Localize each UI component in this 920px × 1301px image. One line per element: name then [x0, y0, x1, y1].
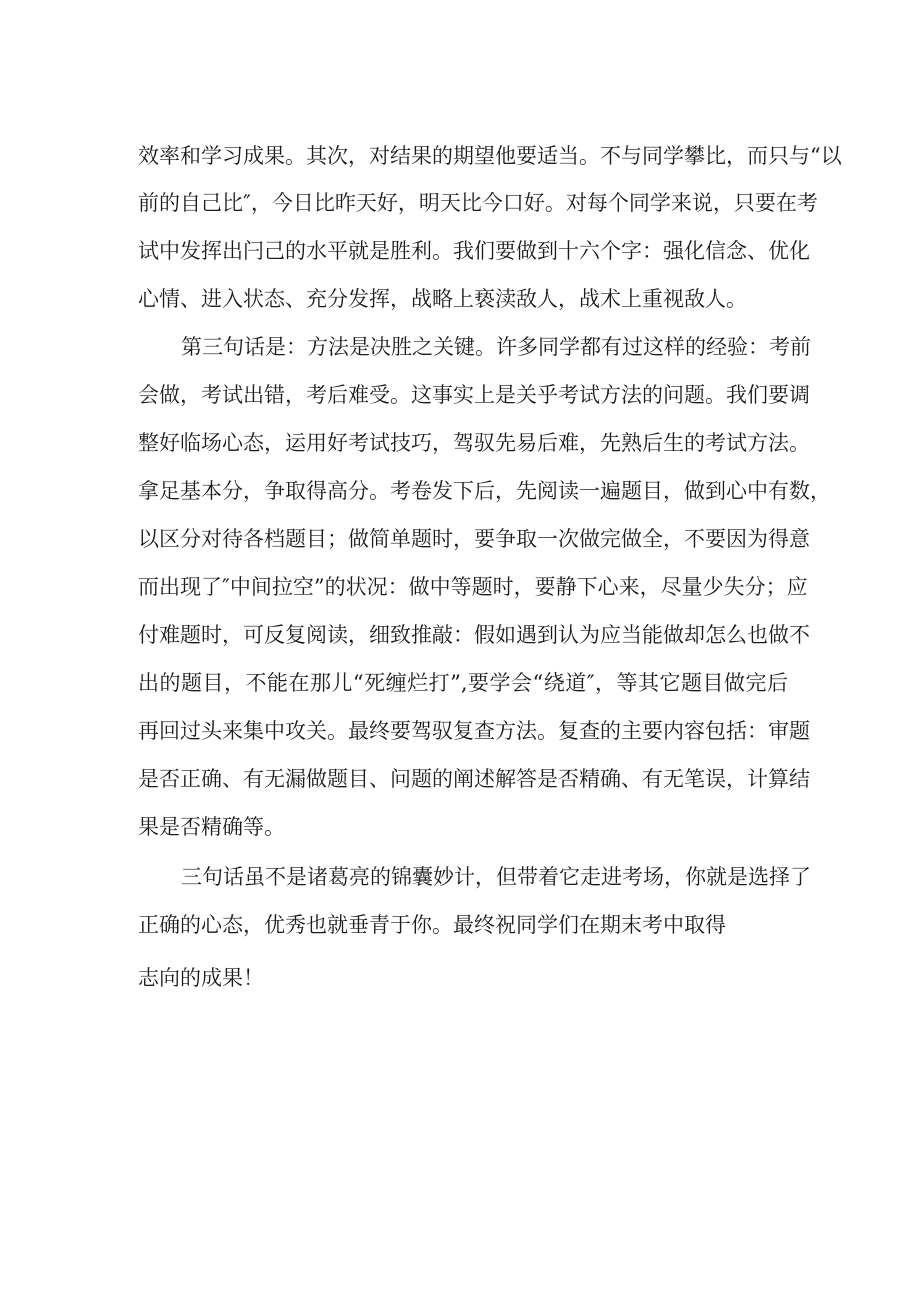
paragraph-1-line-3: 试中发挥出闩己的水平就是胜利。我们要做到十六个字：强化信念、优化	[138, 239, 810, 263]
paragraph-2-line-9: 再回过头来集中攻关。最终要驾驭复查方法。复查的主要内容包括：审题	[138, 719, 810, 743]
paragraph-3-line-1: 三句话虽不是诸葛亮的锦囊妙计，但带着它走进考场，你就是选择了	[181, 865, 811, 889]
paragraph-2-line-6: 而出现了″中间拉空”的状况：做中等题时，要静下心来，尽量少失分；应	[138, 575, 808, 599]
paragraph-2-line-2: 会做，考试出错，考后难受。这事实上是关乎考试方法的问题。我们要调	[138, 383, 810, 407]
paragraph-1-line-1: 效率和学习成果。其次，对结果的期望他要适当。不与同学攀比，而只与“以	[138, 144, 842, 168]
paragraph-2-line-10: 是否正确、有无漏做题目、问题的阐述解答是否精确、有无笔误，计算结	[138, 767, 810, 791]
paragraph-2-line-4: 拿足基本分，争取得高分。考卷发下后，先阅读一遍题目，做到心中有数，	[138, 479, 831, 503]
paragraph-3-line-3: 志向的成果！	[138, 966, 264, 990]
paragraph-2-line-3: 整好临场心态，运用好考试技巧，驾驭先易后难，先熟后生的考试方法。	[138, 431, 810, 455]
paragraph-1-line-2: 前的自己比″，今日比昨天好，明天比今口好。对每个同学来说，只要在考	[138, 191, 818, 215]
paragraph-2-line-1: 第三句话是：方法是决胜之关键。许多同学都有过这样的经验：考前	[181, 335, 811, 359]
paragraph-2-line-8: 出的题目，不能在那儿“死缠烂打”,要学会“绕道″，等其它题目做完后	[138, 671, 788, 695]
paragraph-2-line-11: 果是否精确等。	[138, 815, 285, 839]
paragraph-3-line-2: 正确的心态，优秀也就垂青于你。最终祝同学们在期末考中取得	[138, 913, 726, 937]
paragraph-1-line-4: 心情、进入状态、充分发挥，战略上亵渎敌人，战术上重视敌人。	[138, 287, 747, 311]
paragraph-2-line-7: 付难题时，可反复阅读，细致推敲：假如遇到认为应当能做却怎么也做不	[138, 623, 810, 647]
paragraph-2-line-5: 以区分对待各档题目；做简单题时，要争取一次做完做全，不要因为得意	[138, 527, 810, 551]
